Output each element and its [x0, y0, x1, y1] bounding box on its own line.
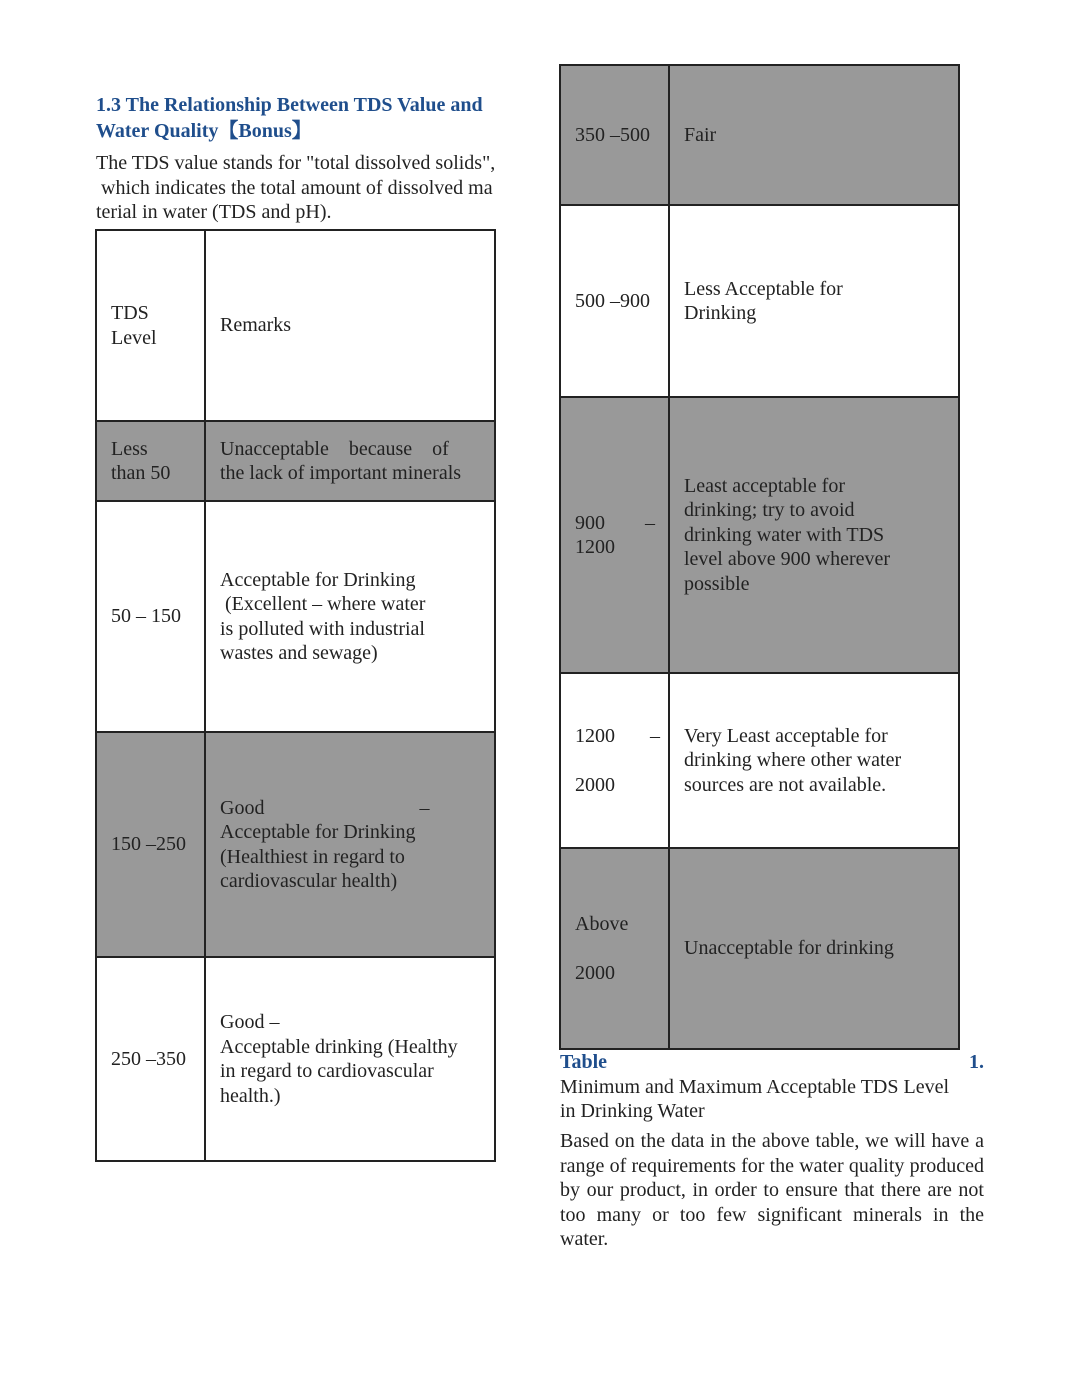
remarks-cell: Unacceptable for drinking — [669, 848, 959, 1049]
intro-paragraph — [96, 151, 524, 225]
table-row — [96, 957, 495, 1161]
conclusion-paragraph: Based on the data in the above table, we will have a range of requirements for the water quality produced by our product, in order to ensure that there are not too many or too few significant minerals in the water. — [560, 1130, 984, 1250]
tds-level-cell: 150 –250 — [96, 732, 205, 957]
remarks-cell: Acceptable for Drinking (Excellent – where water is polluted with industrial wastes and sewage) — [205, 501, 495, 732]
intro-line: terial in water (TDS and pH). — [96, 201, 332, 223]
intro-line: The TDS value stands for "total dissolved solids", — [96, 152, 496, 174]
table-row — [96, 421, 495, 501]
caption-label: Table — [560, 1051, 608, 1073]
section-heading-line: 1.3 The Relationship Between TDS Value and — [96, 94, 483, 116]
remarks-cell: Good – Acceptable drinking (Healthy in regard to cardiovascular health.) — [205, 957, 495, 1161]
remarks-cell: Unacceptable because of the lack of important minerals — [205, 421, 495, 501]
tds-level-cell: 1200 – 2000 — [560, 673, 669, 848]
header-level-cell: TDS Level — [96, 230, 205, 421]
caption-text: Minimum and Maximum Acceptable TDS Level in Drinking Water — [560, 1075, 950, 1122]
table-caption — [560, 1050, 984, 1124]
table-header-row — [96, 230, 495, 421]
table-row — [560, 205, 959, 397]
intro-line: which indicates the total amount of dissolved ma — [96, 176, 493, 199]
tds-table-part-2 — [559, 64, 960, 1050]
table-row — [560, 65, 959, 205]
tds-level-cell: Above 2000 — [560, 848, 669, 1049]
tds-level-cell: 50 – 150 — [96, 501, 205, 732]
table-row — [560, 673, 959, 848]
table-row — [560, 848, 959, 1049]
caption-number: 1. — [969, 1051, 984, 1073]
tds-level-cell: 250 –350 — [96, 957, 205, 1161]
tds-level-cell: 500 –900 — [560, 205, 669, 397]
tds-table-part-1 — [95, 229, 496, 1162]
table-row — [96, 732, 495, 957]
section-heading-line: Water Quality【Bonus】 — [96, 120, 312, 142]
remarks-cell: Less Acceptable for Drinking — [669, 205, 959, 397]
remarks-cell: Very Least acceptable for drinking where other water sources are not available. — [669, 673, 959, 848]
remarks-cell: Good – Acceptable for Drinking (Healthiest in regard to cardiovascular health) — [205, 732, 495, 957]
remarks-cell: Fair — [669, 65, 959, 205]
section-heading — [96, 92, 526, 144]
tds-level-cell: Less than 50 — [96, 421, 205, 501]
caption-heading — [560, 1050, 984, 1075]
remarks-cell: Least acceptable for drinking; try to avoid drinking water with TDS level above 900 wherever possible — [669, 397, 959, 673]
header-remarks-cell: Remarks — [205, 230, 495, 421]
table-row — [560, 397, 959, 673]
table-row — [96, 501, 495, 732]
tds-level-cell: 900 – 1200 — [560, 397, 669, 673]
tds-level-cell: 350 –500 — [560, 65, 669, 205]
